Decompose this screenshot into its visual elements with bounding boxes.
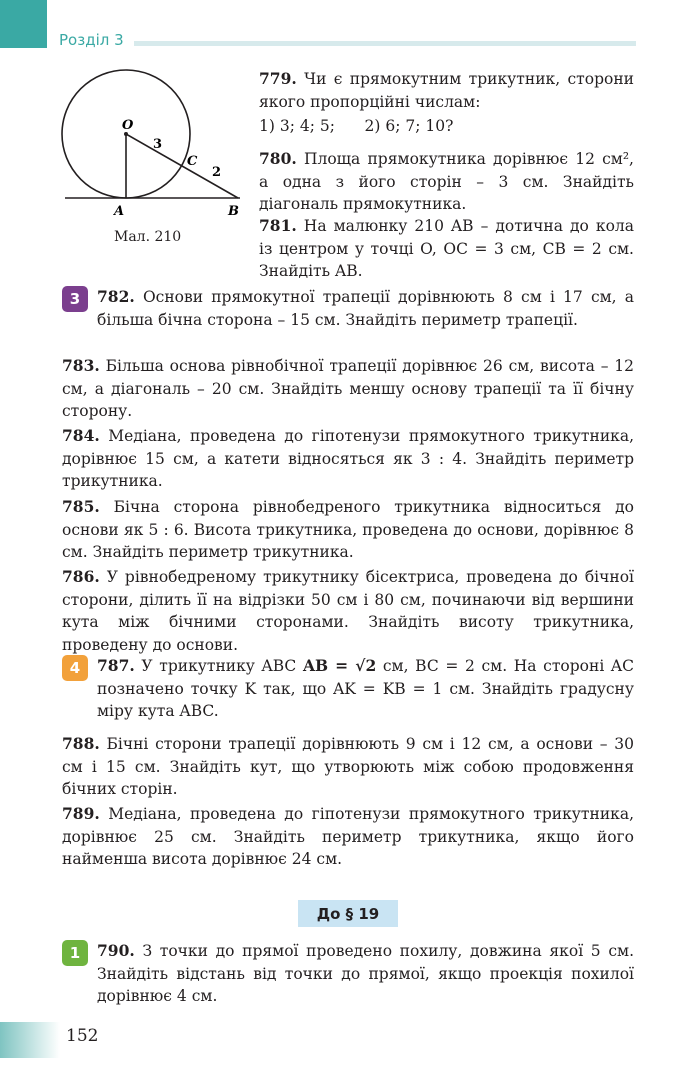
problem-options: 1) 3; 4; 5; 2) 6; 7; 10? [259, 117, 454, 135]
problem-text: Площа прямокутника дорівнює 12 см², а одна з його сторін – 3 см. Знайдіть діагональ прямокутника. [259, 150, 634, 213]
problem-779 [259, 68, 634, 138]
problem-782 [97, 286, 634, 331]
problem-number: 785. [62, 497, 100, 516]
problem-text: Медіана, проведена до гіпотенузи прямокутного трикутника, дорівнює 15 см, а катети відносяться як 3 : 4. Знайдіть периметр трикутника. [62, 427, 635, 490]
problem-number: 783. [62, 356, 100, 375]
header-accent-block [0, 0, 47, 48]
problem-text: Бічні сторони трапеції дорівнюють 9 см і 12 см, а основи – 30 см і 15 см. Знайдіть кут, що утворюють між собою продовження бічних сторін. [62, 735, 634, 798]
level-3-icon: 3 [62, 286, 88, 312]
problem-text: Більша основа рівнобічної трапеції дорівнює 26 см, висота – 12 см, а діагональ – 20 см. Знайдіть меншу основу трапеції та її бічну сторону. [62, 357, 634, 420]
problem-785 [62, 496, 634, 564]
problem-780 [259, 148, 634, 216]
problem-number: 781. [259, 216, 297, 235]
problem-text: На малюнку 210 AB – дотична до кола із центром у точці O, OC = 3 см, CB = 2 см. Знайдіть AB. [259, 217, 634, 280]
problem-text-c: см, BC = 2 см. На стороні AC позначено точку K так, що AK = KB = 1 см. Знайдіть градусну міру кута ABC. [97, 657, 634, 720]
label-o: O [122, 118, 134, 133]
label-3: 3 [153, 137, 163, 152]
figure-caption: Мал. 210 [114, 229, 182, 245]
level-4-icon: 4 [62, 655, 88, 681]
level-1-icon: 1 [62, 940, 88, 966]
problem-number: 779. [259, 69, 297, 88]
segment-ob [126, 134, 238, 198]
problem-787 [97, 655, 634, 723]
label-2: 2 [212, 165, 222, 180]
section-label: Розділ 3 [59, 31, 124, 49]
problem-number: 780. [259, 149, 297, 168]
problem-text: У рівнобедреному трикутнику бісектриса, проведена до бічної сторони, ділить її на відрізки 50 см і 80 см, починаючи від вершини кута між бічними сторонами. Знайдіть висоту трикутника, проведену до основи. [62, 568, 634, 654]
problem-text: З точки до прямої проведено похилу, довжина якої 5 см. Знайдіть відстань від точки до прямої, якщо проекція похилої дорівнює 4 см. [97, 942, 634, 1005]
problem-text-a: У трикутнику ABC [141, 657, 303, 675]
problem-784 [62, 425, 634, 493]
problem-number: 788. [62, 734, 100, 753]
problem-number: 784. [62, 426, 100, 445]
section-badge: До § 19 [298, 900, 398, 927]
problem-790 [97, 940, 634, 1008]
label-c: C [187, 154, 198, 169]
header-rule [134, 41, 636, 46]
problem-781 [259, 215, 634, 283]
problem-789 [62, 803, 634, 871]
problem-text: Чи є прямокутним трикутник, сторони якого пропорційні числам: [259, 70, 634, 111]
problem-number: 790. [97, 941, 135, 960]
problem-783 [62, 355, 634, 423]
page-number: 152 [66, 1026, 99, 1046]
label-a: A [114, 204, 125, 219]
problem-text: Медіана, проведена до гіпотенузи прямокутного трикутника, дорівнює 25 см. Знайдіть периметр трикутника, якщо його найменша висота дорівнює 24 см. [62, 805, 635, 868]
problem-number: 782. [97, 287, 135, 306]
label-b: B [228, 204, 239, 219]
problem-text: Основи прямокутної трапеції дорівнюють 8 см і 17 см, а більша бічна сторона – 15 см. Знайдіть периметр трапеції. [97, 288, 635, 329]
problem-number: 789. [62, 804, 100, 823]
problem-text: Бічна сторона рівнобедреного трикутника відноситься до основи як 5 : 6. Висота трикутника, проведена до основи, дорівнює 8 см. Знайдіть периметр трикутника. [62, 498, 634, 561]
problem-788 [62, 733, 634, 801]
problem-786 [62, 566, 634, 656]
problem-formula: AB = √2 [302, 656, 377, 675]
problem-number: 786. [62, 567, 100, 586]
footer-accent [0, 1022, 60, 1058]
problem-number: 787. [97, 656, 135, 675]
